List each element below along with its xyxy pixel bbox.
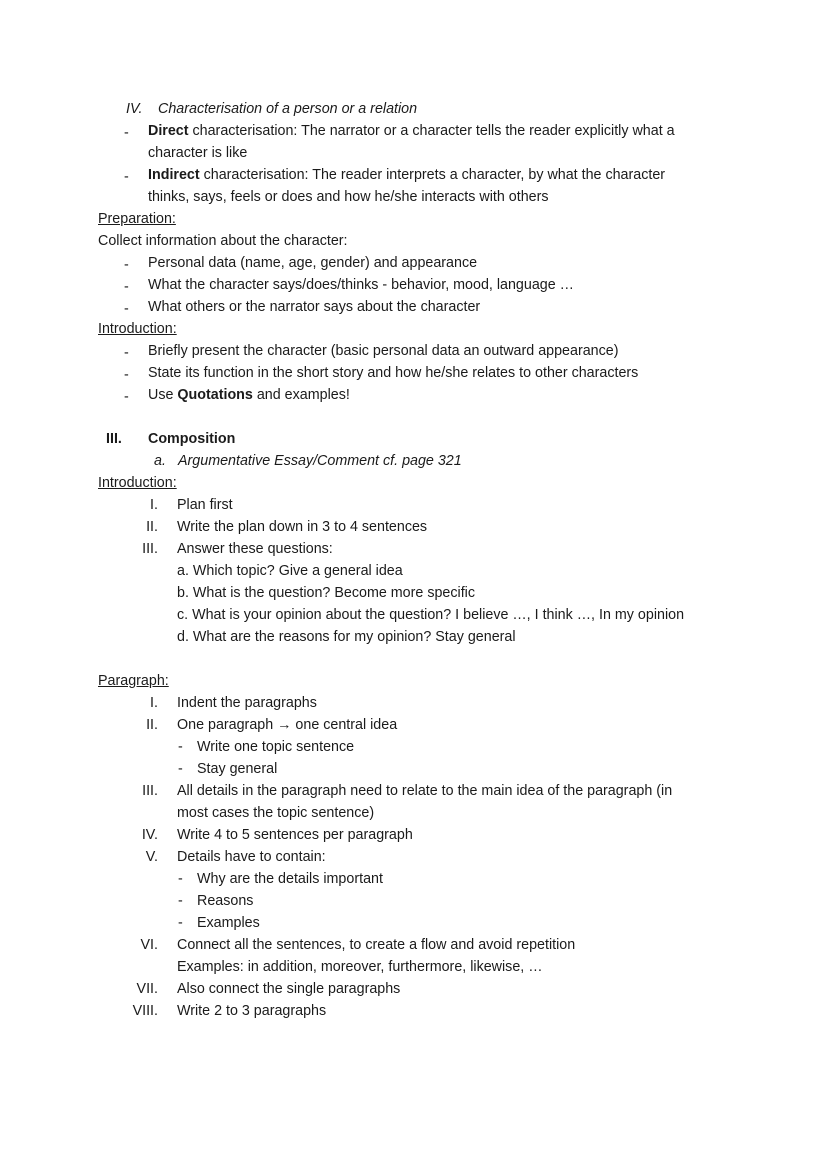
bullet-dash: - <box>124 279 129 295</box>
text-span: One paragraph <box>177 717 278 733</box>
introduction-item: State its function in the short story and how he/she relates to other characters <box>148 365 639 381</box>
introduction-step: Write the plan down in 3 to 4 sentences <box>177 519 428 535</box>
subsection-marker: a. <box>154 453 166 469</box>
section-heading-characterisation: Characterisation of a person or a relation <box>158 101 418 117</box>
introduction-item: Briefly present the character (basic personal data an outward appearance) <box>148 343 619 359</box>
bullet-dash: - <box>124 301 129 317</box>
list-marker: IV. <box>141 827 158 843</box>
introduction-step: Plan first <box>177 497 233 513</box>
indirect-text-continued: thinks, says, feels or does and how he/she interacts with others <box>148 189 549 205</box>
direct-characterisation-line <box>148 120 675 142</box>
paragraph-subitem: Reasons <box>197 893 254 909</box>
preparation-item: What the character says/does/thinks - behavior, mood, language … <box>148 277 574 293</box>
bullet-dash: - <box>178 761 183 777</box>
section-heading-composition: Composition <box>148 431 236 447</box>
introduction-step: Answer these questions: <box>177 541 333 557</box>
text-span: and examples! <box>252 387 350 403</box>
bullet-dash: - <box>178 893 183 909</box>
introduction-item-quotations <box>148 384 350 406</box>
text-span: Use <box>148 387 178 403</box>
list-marker: VIII. <box>132 1003 158 1019</box>
direct-text-continued: character is like <box>148 145 248 161</box>
indirect-characterisation-line <box>148 164 665 186</box>
list-marker: III. <box>142 783 158 799</box>
question-item: c. What is your opinion about the question? I believe …, I think …, In my opinion <box>177 607 685 623</box>
paragraph-step <box>177 714 397 736</box>
preparation-item: What others or the narrator says about the character <box>148 299 481 315</box>
term-direct: Direct <box>148 123 189 139</box>
list-marker: I. <box>150 497 158 513</box>
bullet-dash: - <box>178 915 183 931</box>
paragraph-step: Also connect the single paragraphs <box>177 981 401 997</box>
list-marker: V. <box>145 849 158 865</box>
paragraph-step-continued: Examples: in addition, moreover, furthermore, likewise, … <box>177 959 543 975</box>
paragraph-step-continued: most cases the topic sentence) <box>177 805 375 821</box>
paragraph-step: Connect all the sentences, to create a flow and avoid repetition <box>177 937 576 953</box>
section-numeral: IV. <box>126 101 143 117</box>
paragraph-step: Write 4 to 5 sentences per paragraph <box>177 827 413 843</box>
subsection-heading-argumentative: Argumentative Essay/Comment cf. page 321 <box>178 453 462 469</box>
preparation-heading: Preparation: <box>98 211 176 227</box>
question-item: b. What is the question? Become more specific <box>177 585 475 601</box>
bullet-dash: - <box>124 125 129 141</box>
paragraph-step: Indent the paragraphs <box>177 695 317 711</box>
indirect-text: characterisation: The reader interprets a character, by what the character <box>199 167 666 183</box>
list-marker: VII. <box>136 981 158 997</box>
paragraph-heading: Paragraph: <box>98 673 169 689</box>
paragraph-step: All details in the paragraph need to relate to the main idea of the paragraph (in <box>177 783 673 799</box>
bullet-dash: - <box>124 169 129 185</box>
paragraph-subitem: Write one topic sentence <box>197 739 355 755</box>
list-marker: II. <box>146 519 158 535</box>
direct-text: characterisation: The narrator or a character tells the reader explicitly what a <box>188 123 675 139</box>
text-span: one central idea <box>291 717 398 733</box>
bullet-dash: - <box>178 739 183 755</box>
bullet-dash: - <box>124 389 129 405</box>
list-marker: III. <box>142 541 158 557</box>
preparation-item: Personal data (name, age, gender) and appearance <box>148 255 478 271</box>
list-marker: II. <box>146 717 158 733</box>
question-item: a. Which topic? Give a general idea <box>177 563 403 579</box>
introduction-heading: Introduction: <box>98 475 177 491</box>
paragraph-subitem: Why are the details important <box>197 871 383 887</box>
bullet-dash: - <box>124 257 129 273</box>
paragraph-step: Write 2 to 3 paragraphs <box>177 1003 327 1019</box>
arrow-right-icon: → <box>277 717 292 733</box>
bullet-dash: - <box>124 367 129 383</box>
paragraph-step: Details have to contain: <box>177 849 326 865</box>
paragraph-subitem: Examples <box>197 915 260 931</box>
list-marker: I. <box>150 695 158 711</box>
paragraph-subitem: Stay general <box>197 761 278 777</box>
term-indirect: Indirect <box>148 167 200 183</box>
preparation-intro: Collect information about the character: <box>98 233 348 249</box>
bullet-dash: - <box>178 871 183 887</box>
term-quotations: Quotations <box>177 387 253 403</box>
question-item: d. What are the reasons for my opinion? Stay general <box>177 629 516 645</box>
introduction-heading: Introduction: <box>98 321 177 337</box>
section-numeral: III. <box>106 431 122 447</box>
list-marker: VI. <box>140 937 158 953</box>
bullet-dash: - <box>124 345 129 361</box>
